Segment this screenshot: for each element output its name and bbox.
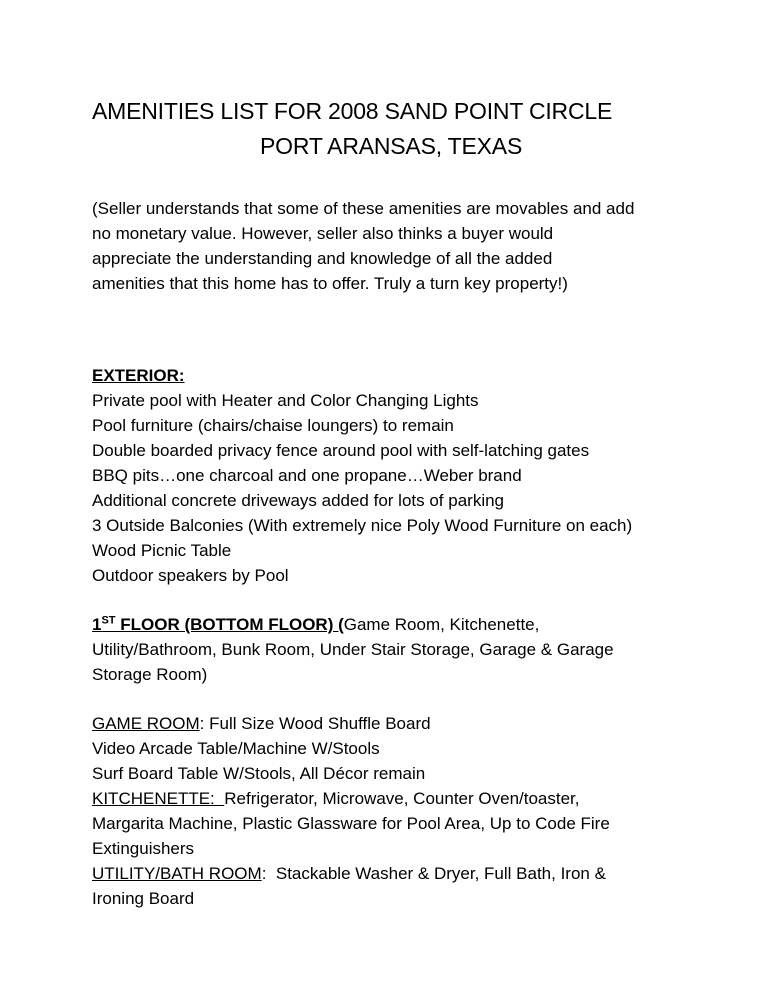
kitchenette-text: Refrigerator, Microwave, Counter Oven/toaster,: [224, 789, 580, 808]
heading-superscript: ST: [101, 614, 116, 627]
kitchenette-line: Margarita Machine, Plastic Glassware for Pool Area, Up to Code Fire: [92, 814, 610, 833]
exterior-item: Double boarded privacy fence around pool with self-latching gates: [92, 441, 590, 460]
first-floor-line: Storage Room): [92, 665, 208, 684]
heading-number: 1: [92, 615, 102, 634]
exterior-item: Private pool with Heater and Color Changing Lights: [92, 391, 479, 410]
utility-label: UTILITY/BATH ROOM: [92, 864, 262, 883]
intro-line: amenities that this home has to offer. Truly a turn key property!): [92, 274, 568, 293]
exterior-item: 3 Outside Balconies (With extremely nice Poly Wood Furniture on each): [92, 516, 633, 535]
first-floor-section: [92, 612, 712, 687]
first-floor-heading: [92, 612, 712, 637]
game-room-line: [92, 711, 712, 736]
title-line-1: AMENITIES LIST FOR 2008 SAND POINT CIRCLE: [92, 98, 613, 124]
intro-line: appreciate the understanding and knowledge of all the added: [92, 249, 553, 268]
intro-line: no monetary value. However, seller also thinks a buyer would: [92, 224, 554, 243]
intro-paragraph: [92, 196, 712, 296]
exterior-item: Wood Picnic Table: [92, 541, 232, 560]
game-room-line: Video Arcade Table/Machine W/Stools: [92, 739, 380, 758]
exterior-heading: [92, 363, 712, 388]
utility-line: Ironing Board: [92, 889, 195, 908]
first-floor-line: Utility/Bathroom, Bunk Room, Under Stair Storage, Garage & Garage: [92, 640, 614, 659]
game-room-label: GAME ROOM: [92, 714, 200, 733]
kitchenette-line: Extinguishers: [92, 839, 195, 858]
game-room-text: : Full Size Wood Shuffle Board: [199, 714, 431, 733]
rooms-section: [92, 711, 712, 911]
first-floor-rooms: Game Room, Kitchenette,: [343, 615, 540, 634]
kitchenette-line: [92, 786, 712, 811]
heading-rest: FLOOR (BOTTOM FLOOR) (: [115, 615, 344, 634]
exterior-section: [92, 363, 712, 588]
utility-text: : Stackable Washer & Dryer, Full Bath, Iron &: [261, 864, 606, 883]
game-room-line: Surf Board Table W/Stools, All Décor remain: [92, 764, 426, 783]
title-line-2: PORT ARANSAS, TEXAS: [260, 133, 523, 159]
exterior-item: Additional concrete driveways added for lots of parking: [92, 491, 505, 510]
intro-line: (Seller understands that some of these amenities are movables and add: [92, 199, 635, 218]
exterior-heading-text: EXTERIOR:: [92, 366, 185, 385]
first-floor-heading-text: [92, 615, 344, 634]
exterior-item: Outdoor speakers by Pool: [92, 566, 289, 585]
kitchenette-label: KITCHENETTE:: [92, 789, 225, 808]
exterior-item: BBQ pits…one charcoal and one propane…Weber brand: [92, 466, 522, 485]
exterior-item: Pool furniture (chairs/chaise loungers) to remain: [92, 416, 454, 435]
utility-line: [92, 861, 712, 886]
